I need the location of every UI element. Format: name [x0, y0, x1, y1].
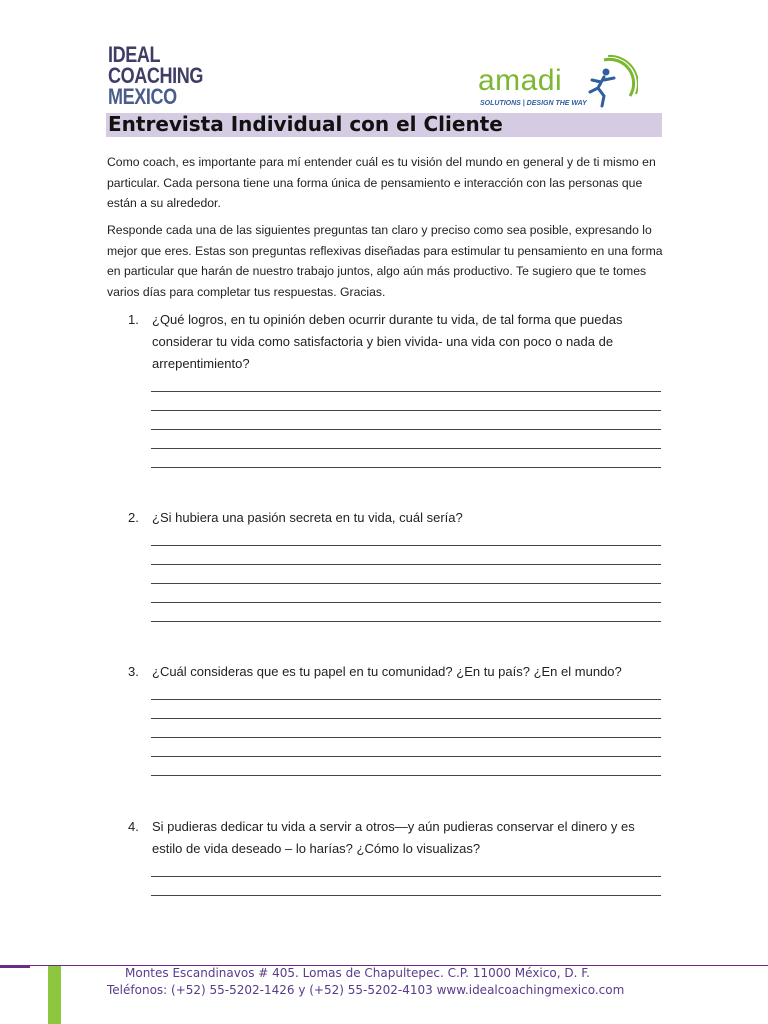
answer-line[interactable] — [151, 565, 661, 584]
answer-line[interactable] — [151, 527, 661, 546]
footer-divider-accent — [0, 966, 30, 968]
answer-line[interactable] — [151, 411, 661, 430]
question-number: 1. — [128, 312, 139, 327]
question-number: 3. — [128, 664, 139, 679]
answer-line[interactable] — [151, 858, 661, 877]
intro-paragraph-2: Responde cada una de las siguientes preguntas tan claro y preciso como sea posible, expresando lo mejor que eres. Estas son preguntas reflexivas diseñadas para estimular tu pensamiento en una forma en particular que harán de nuestro trabajo juntos, algo aún más productivo. Te sugiero que te tomes varios días para completar tus respuestas. Gracias. — [107, 223, 663, 299]
answer-line[interactable] — [151, 603, 661, 622]
runner-icon — [584, 54, 638, 110]
question-text: ¿Si hubiera una pasión secreta en tu vida, cuál sería? — [152, 510, 463, 525]
logo-line-3: MEXICO — [108, 84, 177, 109]
question-text: ¿Qué logros, en tu opinión deben ocurrir durante tu vida, de tal forma que puedas considerar tu vida como satisfactoria y bien vivida- una vida con poco o nada de arrepentimiento? — [152, 312, 623, 371]
answer-line[interactable] — [151, 719, 661, 738]
answer-lines-2[interactable] — [151, 527, 661, 622]
amadi-wordmark: amadi — [478, 64, 563, 97]
answer-line[interactable] — [151, 392, 661, 411]
answer-line[interactable] — [151, 700, 661, 719]
answer-line[interactable] — [151, 584, 661, 603]
question-text: Si pudieras dedicar tu vida a servir a otros—y aún pudieras conservar el dinero y es estilo de vida deseado – lo harías? ¿Cómo lo visualizas? — [152, 819, 635, 856]
question-text: ¿Cuál consideras que es tu papel en tu comunidad? ¿En tu país? ¿En el mundo? — [152, 664, 622, 679]
question-4 — [128, 816, 663, 860]
logo-line-1: IDEAL — [108, 42, 161, 67]
answer-line[interactable] — [151, 546, 661, 565]
amadi-tagline: SOLUTIONS | DESIGN THE WAY — [480, 100, 587, 107]
answer-line[interactable] — [151, 757, 661, 776]
answer-line[interactable] — [151, 738, 661, 757]
answer-line[interactable] — [151, 373, 661, 392]
question-3 — [128, 661, 663, 683]
ideal-coaching-mexico-logo — [108, 42, 203, 110]
question-1 — [128, 309, 663, 375]
footer-contact: Teléfonos: (+52) 55-5202-1426 y (+52) 55-5202-4103 www.idealcoachingmexico.com — [107, 983, 625, 997]
question-number: 2. — [128, 510, 139, 525]
page-title: Entrevista Individual con el Cliente — [108, 112, 503, 136]
answer-line[interactable] — [151, 877, 661, 896]
intro-paragraph-1: Como coach, es importante para mí entender cuál es tu visión del mundo en general y de ti mismo en particular. Cada persona tiene una forma única de pensamiento e interacción con las personas que están a su alrededor. — [107, 155, 656, 210]
footer-green-bar — [48, 966, 61, 1024]
answer-lines-1[interactable] — [151, 373, 661, 468]
answer-line[interactable] — [151, 449, 661, 468]
amadi-logo — [478, 52, 638, 112]
answer-line[interactable] — [151, 430, 661, 449]
question-number: 4. — [128, 819, 139, 834]
answer-lines-3[interactable] — [151, 681, 661, 776]
footer-address: Montes Escandinavos # 405. Lomas de Chapultepec. C.P. 11000 México, D. F. — [125, 966, 590, 980]
answer-line[interactable] — [151, 681, 661, 700]
logo-line-2: COACHING — [108, 63, 203, 88]
question-2 — [128, 507, 663, 529]
answer-lines-4[interactable] — [151, 858, 661, 896]
